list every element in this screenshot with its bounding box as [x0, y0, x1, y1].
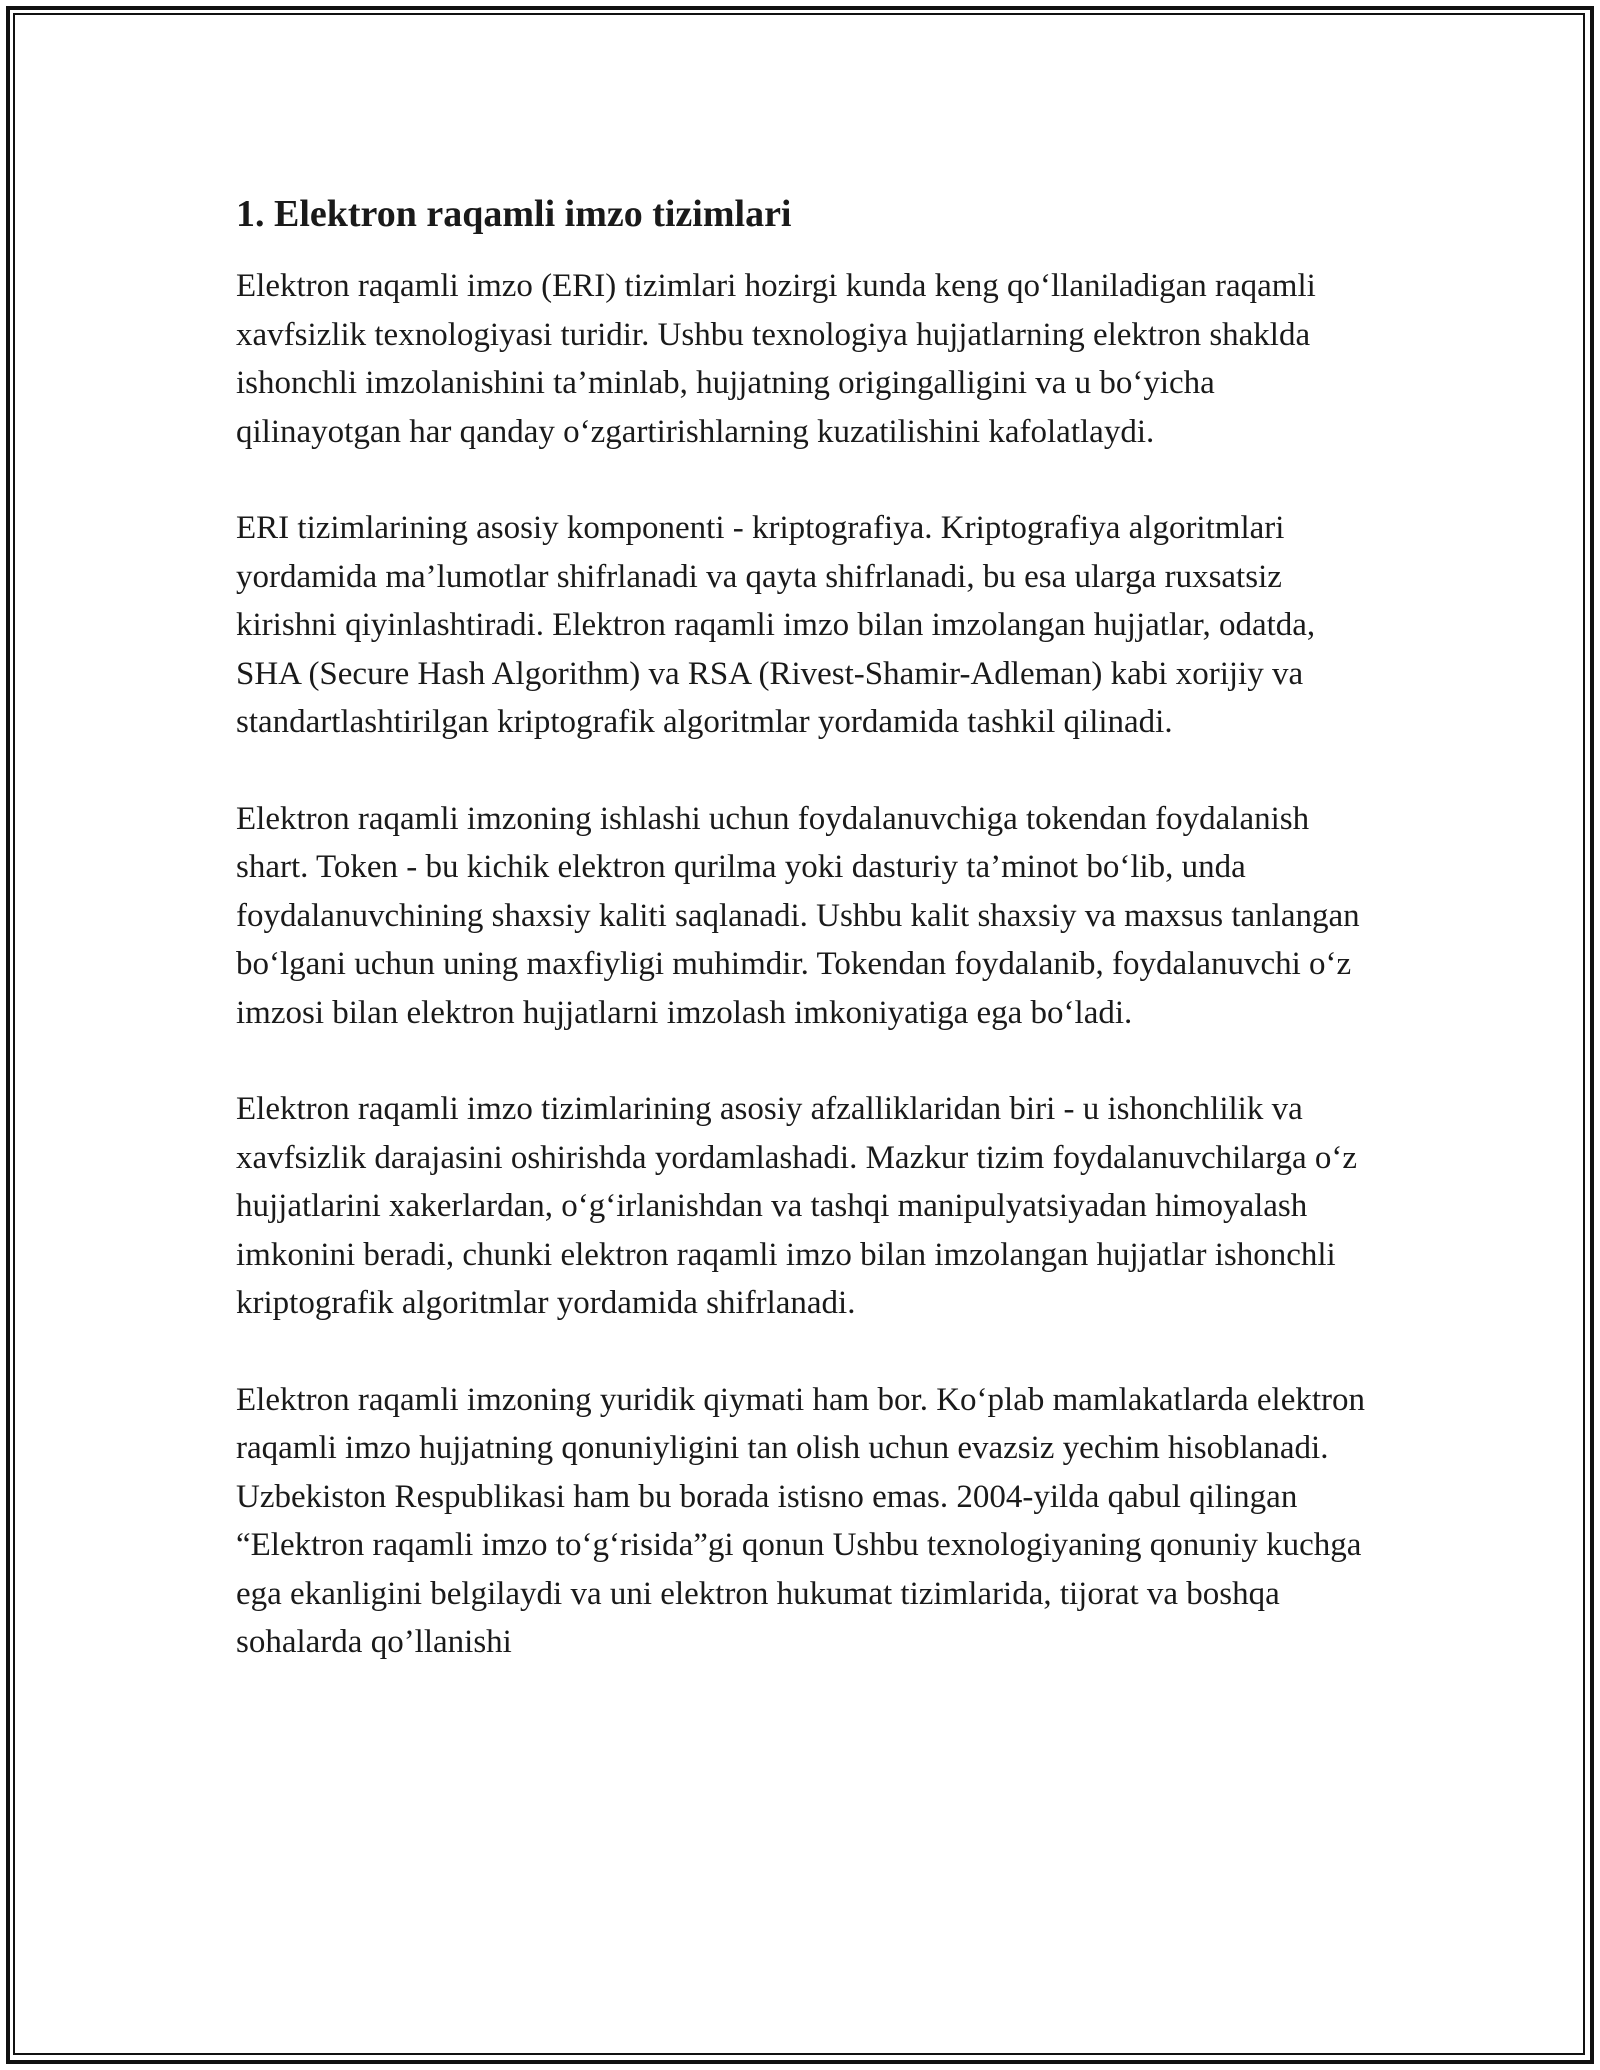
paragraph-token: Elektron raqamli imzoning ishlashi uchun foydalanuvchiga tokendan foydalanish shart. Token - bu kichik elektron qurilma yoki dasturiy ta’minot bo‘lib, unda foydalanuvchining shaxsiy kaliti saqlanadi. Ushbu kalit shaxsiy va maxsus tanlangan bo‘lgani uchun uning maxfiyligi muhimdir. Tokendan foydalanib, foydalanuvchi o‘z imzosi bilan elektron hujjatlarni imzolash imkoniyatiga ega bo‘ladi. — [236, 800, 1360, 1031]
document-body — [236, 186, 1376, 1715]
paragraph-legal: Elektron raqamli imzoning yuridik qiymati ham bor. Ko‘plab mamlakatlarda elektron raqamli imzo hujjatning qonuniyligini tan olish uchun evazsiz yechim hisoblanadi. Uzbekiston Respublikasi ham bu borada istisno emas. 2004-yilda qabul qilingan “Elektron raqamli imzo to‘g‘risida”gi qonun Ushbu texnologiyaning qonuniy kuchga ega ekanligini belgilaydi va uni elektron hukumat tizimlarida, tijorat va boshqa sohalarda qo’llanishi — [236, 1381, 1366, 1660]
paragraph-advantages: Elektron raqamli imzo tizimlarining asosiy afzalliklaridan biri - u ishonchlilik va xavfsizlik darajasini oshirishda yordamlashadi. Mazkur tizim foydalanuvchilarga o‘z hujjatlarini xakerlardan, o‘g‘irlanishdan va tashqi manipulyatsiyadan himoyalash imkonini beradi, chunki elektron raqamli imzo bilan imzolangan hujjatlar ishonchli kriptografik algoritmlar yordamida shifrlanadi. — [236, 1091, 1358, 1321]
paragraph-cryptography: ERI tizimlarining asosiy komponenti - kriptografiya. Kriptografiya algoritmlari yordamida ma’lumotlar shifrlanadi va qayta shifrlanadi, bu esa ularga ruxsatsiz kirishni qiyinlashtiradi. Elektron raqamli imzo bilan imzolangan hujjatlar, odatda, SHA (Secure Hash Algorithm) va RSA (Rivest-Shamir-Adleman) kabi xorijiy va standartlashtirilgan kriptografik algoritmlar yordamida tashkil qilinadi. — [236, 510, 1316, 740]
paragraph-intro: Elektron raqamli imzo (ERI) tizimlari hozirgi kunda keng qo‘llaniladigan raqamli xavfsizlik texnologiyasi turidir. Ushbu texnologiya hujjatlarning elektron shaklda ishonchli imzolanishini ta’minlab, hujjatning origingalligini va u bo‘yicha qilinayotgan har qanday o‘zgartirishlarning kuzatilishini kafolatlaydi. — [236, 268, 1316, 450]
section-heading: 1. Elektron raqamli imzo tizimlari — [236, 193, 792, 235]
